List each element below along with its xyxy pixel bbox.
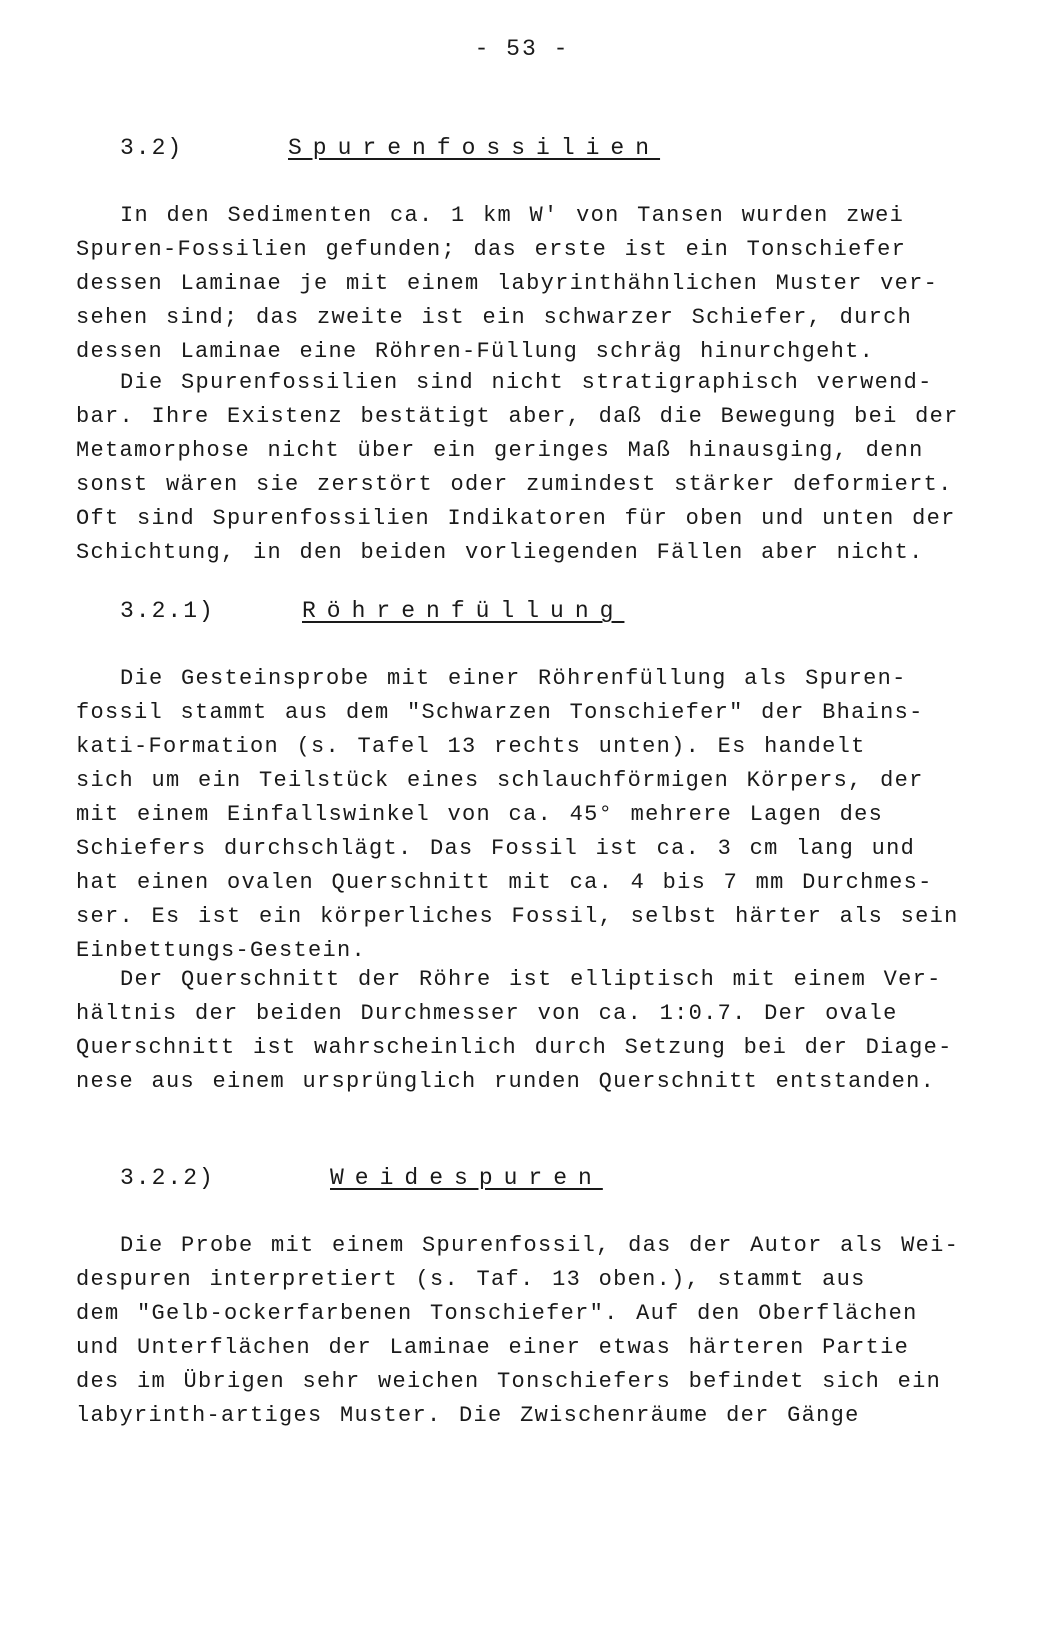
- text-line: hältnis der beiden Durchmesser von ca. 1:0.7. Der ovale: [76, 1001, 898, 1026]
- text-line: kati-Formation (s. Tafel 13 rechts unten). Es handelt: [76, 734, 866, 759]
- section-title: Röhrenfüllung: [302, 598, 625, 624]
- section-number: 3.2.1): [120, 598, 215, 624]
- text-line: dessen Laminae je mit einem labyrinthähnlichen Muster ver-: [76, 271, 939, 296]
- page-number: - 53 -: [474, 36, 570, 62]
- text-line: labyrinth-artiges Muster. Die Zwischenräume der Gänge: [76, 1403, 860, 1428]
- text-line: sehen sind; das zweite ist ein schwarzer Schiefer, durch: [76, 305, 913, 330]
- section-number: 3.2.2): [120, 1165, 215, 1191]
- paragraph: [76, 662, 976, 968]
- text-line: dem "Gelb-ockerfarbenen Tonschiefer". Auf den Oberflächen: [76, 1301, 918, 1326]
- text-line: Der Querschnitt der Röhre ist elliptisch mit einem Ver-: [120, 967, 942, 992]
- text-line: Spuren-Fossilien gefunden; das erste ist ein Tonschiefer: [76, 237, 907, 262]
- text-line: fossil stammt aus dem "Schwarzen Tonschiefer" der Bhains-: [76, 700, 924, 725]
- text-line: Die Gesteinsprobe mit einer Röhrenfüllung als Spuren-: [120, 666, 907, 691]
- text-line: Schichtung, in den beiden vorliegenden Fällen aber nicht.: [76, 540, 924, 565]
- text-line: des im Übrigen sehr weichen Tonschiefers befindet sich ein: [76, 1369, 942, 1394]
- paragraph: [76, 963, 976, 1099]
- section-title: Weidespuren: [330, 1165, 603, 1191]
- paragraph: [76, 199, 976, 369]
- section-heading-3-2-2: [120, 1165, 603, 1191]
- text-line: sonst wären sie zerstört oder zumindest stärker deformiert.: [76, 472, 953, 497]
- text-line: und Unterflächen der Laminae einer etwas härteren Partie: [76, 1335, 910, 1360]
- text-line: nese aus einem ursprünglich runden Querschnitt entstanden.: [76, 1069, 936, 1094]
- text-line: Die Spurenfossilien sind nicht stratigraphisch verwend-: [120, 370, 933, 395]
- section-heading-3-2: [120, 135, 661, 161]
- text-line: mit einem Einfallswinkel von ca. 45° mehrere Lagen des: [76, 802, 884, 827]
- text-line: Einbettungs-Gestein.: [76, 938, 367, 963]
- paragraph: [76, 1229, 976, 1433]
- text-line: dessen Laminae eine Röhren-Füllung schräg hinurchgeht.: [76, 339, 875, 364]
- text-line: despuren interpretiert (s. Taf. 13 oben.), stammt aus: [76, 1267, 866, 1292]
- text-line: Die Probe mit einem Spurenfossil, das der Autor als Wei-: [120, 1233, 960, 1258]
- text-line: Querschnitt ist wahrscheinlich durch Setzung bei der Diage-: [76, 1035, 953, 1060]
- text-line: In den Sedimenten ca. 1 km W' von Tansen wurden zwei: [120, 203, 905, 228]
- text-line: sich um ein Teilstück eines schlauchförmigen Körpers, der: [76, 768, 924, 793]
- text-line: Metamorphose nicht über ein geringes Maß hinausging, denn: [76, 438, 924, 463]
- section-heading-3-2-1: [120, 598, 625, 624]
- paragraph: [76, 366, 976, 570]
- section-number: 3.2): [120, 135, 184, 161]
- text-line: ser. Es ist ein körperliches Fossil, selbst härter als sein: [76, 904, 959, 929]
- text-line: bar. Ihre Existenz bestätigt aber, daß die Bewegung bei der: [76, 404, 959, 429]
- text-line: Oft sind Spurenfossilien Indikatoren für oben und unten der: [76, 506, 956, 531]
- text-line: Schiefers durchschlägt. Das Fossil ist ca. 3 cm lang und: [76, 836, 916, 861]
- text-line: hat einen ovalen Querschnitt mit ca. 4 bis 7 mm Durchmes-: [76, 870, 933, 895]
- section-title: Spurenfossilien: [288, 135, 661, 161]
